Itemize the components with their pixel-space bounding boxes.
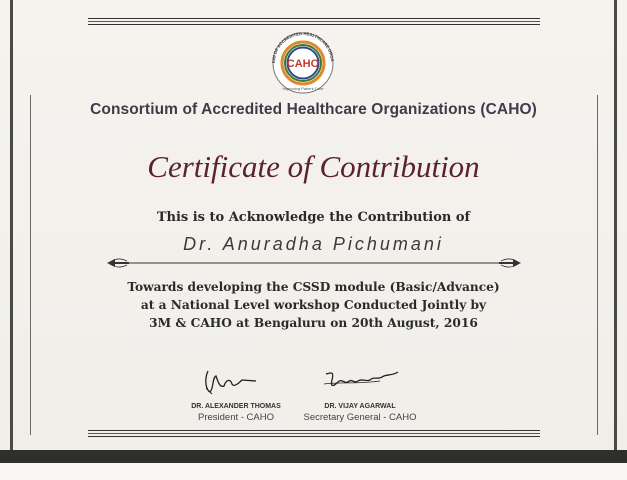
signatory-2-name: DR. VIJAY AGARWAL <box>324 403 396 410</box>
signature-president <box>196 366 276 401</box>
bottom-rule-dark <box>88 430 540 431</box>
signatory-1-name: DR. ALEXANDER THOMAS <box>191 403 281 410</box>
inner-left-rule <box>30 95 31 435</box>
inner-right-rule <box>597 95 598 435</box>
signatory-2-title: Secretary General - CAHO <box>303 412 417 423</box>
certificate-title: Certificate of Contribution <box>147 149 480 184</box>
frame-left-border <box>10 0 13 452</box>
signature-secretary <box>320 366 410 401</box>
bottom-dark-band <box>0 450 627 463</box>
top-rule-dark-2 <box>88 24 540 25</box>
top-rule-red <box>88 21 540 22</box>
organization-name: Consortium of Accredited Healthcare Organizations (CAHO) <box>90 101 537 118</box>
bottom-rule-dark-2 <box>88 436 540 437</box>
recipient-name: Dr. Anuradha Pichumani <box>183 234 444 254</box>
body-line-3: 3M & CAHO at Bengaluru on 20th August, 2016 <box>149 316 478 330</box>
bottom-rule-red <box>88 433 540 434</box>
scan-margin <box>0 463 627 480</box>
signatory-1-title: President - CAHO <box>197 412 275 423</box>
logo-ring-text: IUM OF ACCREDITED HEALTHCARE ORGA <box>270 30 335 64</box>
logo-center-text: CAHO <box>286 58 320 70</box>
body-line-2: at a National Level workshop Conducted Jointly by <box>140 298 487 312</box>
body-line-1: Towards developing the CSSD module (Basic/Advance) <box>127 280 500 294</box>
acknowledgement-text: This is to Acknowledge the Contribution of <box>156 210 471 225</box>
top-rule-dark <box>88 18 540 19</box>
ornamental-divider <box>105 256 523 270</box>
logo-tagline: Improving Patient Care <box>282 86 324 91</box>
frame-right-border <box>614 0 617 452</box>
